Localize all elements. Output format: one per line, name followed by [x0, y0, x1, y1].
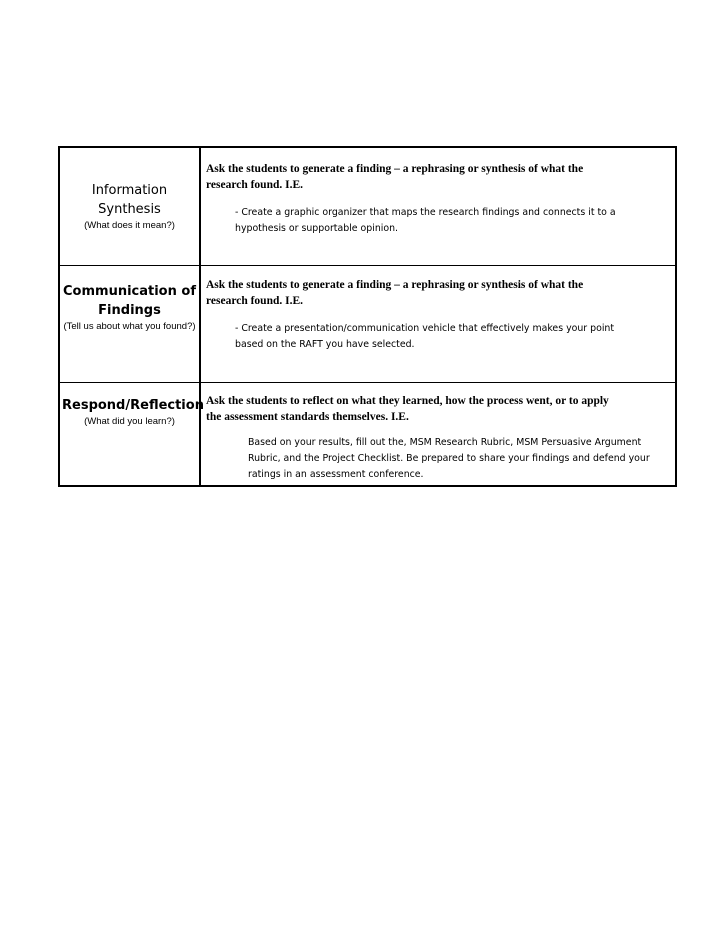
stage-subtitle: (What did you learn?) [84, 416, 175, 427]
stage-title: Information [91, 183, 168, 198]
description-cell [200, 266, 676, 383]
task-text: - Create a graphic organizer that maps the research findings and connects it to a [235, 207, 616, 218]
stage-title: Respond/Reflection [62, 398, 204, 413]
prompt-text: research found. I.E. [206, 295, 304, 307]
stage-cell [59, 383, 204, 487]
task-text: - Create a presentation/communication vehicle that effectively makes your point [235, 323, 615, 334]
description-cell [200, 383, 676, 487]
prompt-text: research found. I.E. [206, 179, 304, 191]
task-text: based on the RAFT you have selected. [235, 339, 415, 350]
stage-cell [59, 266, 200, 383]
prompt-text: Ask the students to generate a finding – a rephrasing or synthesis of what the [206, 163, 584, 175]
task-text: Rubric, and the Project Checklist. Be prepared to share your findings and defend your [248, 453, 650, 464]
table-row [59, 147, 676, 266]
stage-title: Findings [98, 303, 161, 318]
description-cell [200, 147, 676, 266]
stage-cell [59, 147, 200, 266]
table-row [59, 266, 676, 383]
stage-title: Synthesis [98, 202, 161, 217]
prompt-text: Ask the students to reflect on what they learned, how the process went, or to apply [206, 395, 609, 407]
table-row [59, 383, 676, 487]
stage-subtitle: (Tell us about what you found?) [63, 321, 196, 332]
prompt-text: the assessment standards themselves. I.E. [206, 411, 409, 423]
task-text: Based on your results, fill out the, MSM Research Rubric, MSM Persuasive Argument [248, 437, 642, 448]
prompt-text: Ask the students to generate a finding – a rephrasing or synthesis of what the [206, 279, 584, 291]
research-stages-table [58, 146, 677, 487]
task-text: hypothesis or supportable opinion. [235, 223, 399, 234]
task-text: ratings in an assessment conference. [248, 469, 424, 480]
stage-subtitle: (What does it mean?) [84, 220, 175, 231]
stage-title: Communication of [63, 284, 196, 299]
